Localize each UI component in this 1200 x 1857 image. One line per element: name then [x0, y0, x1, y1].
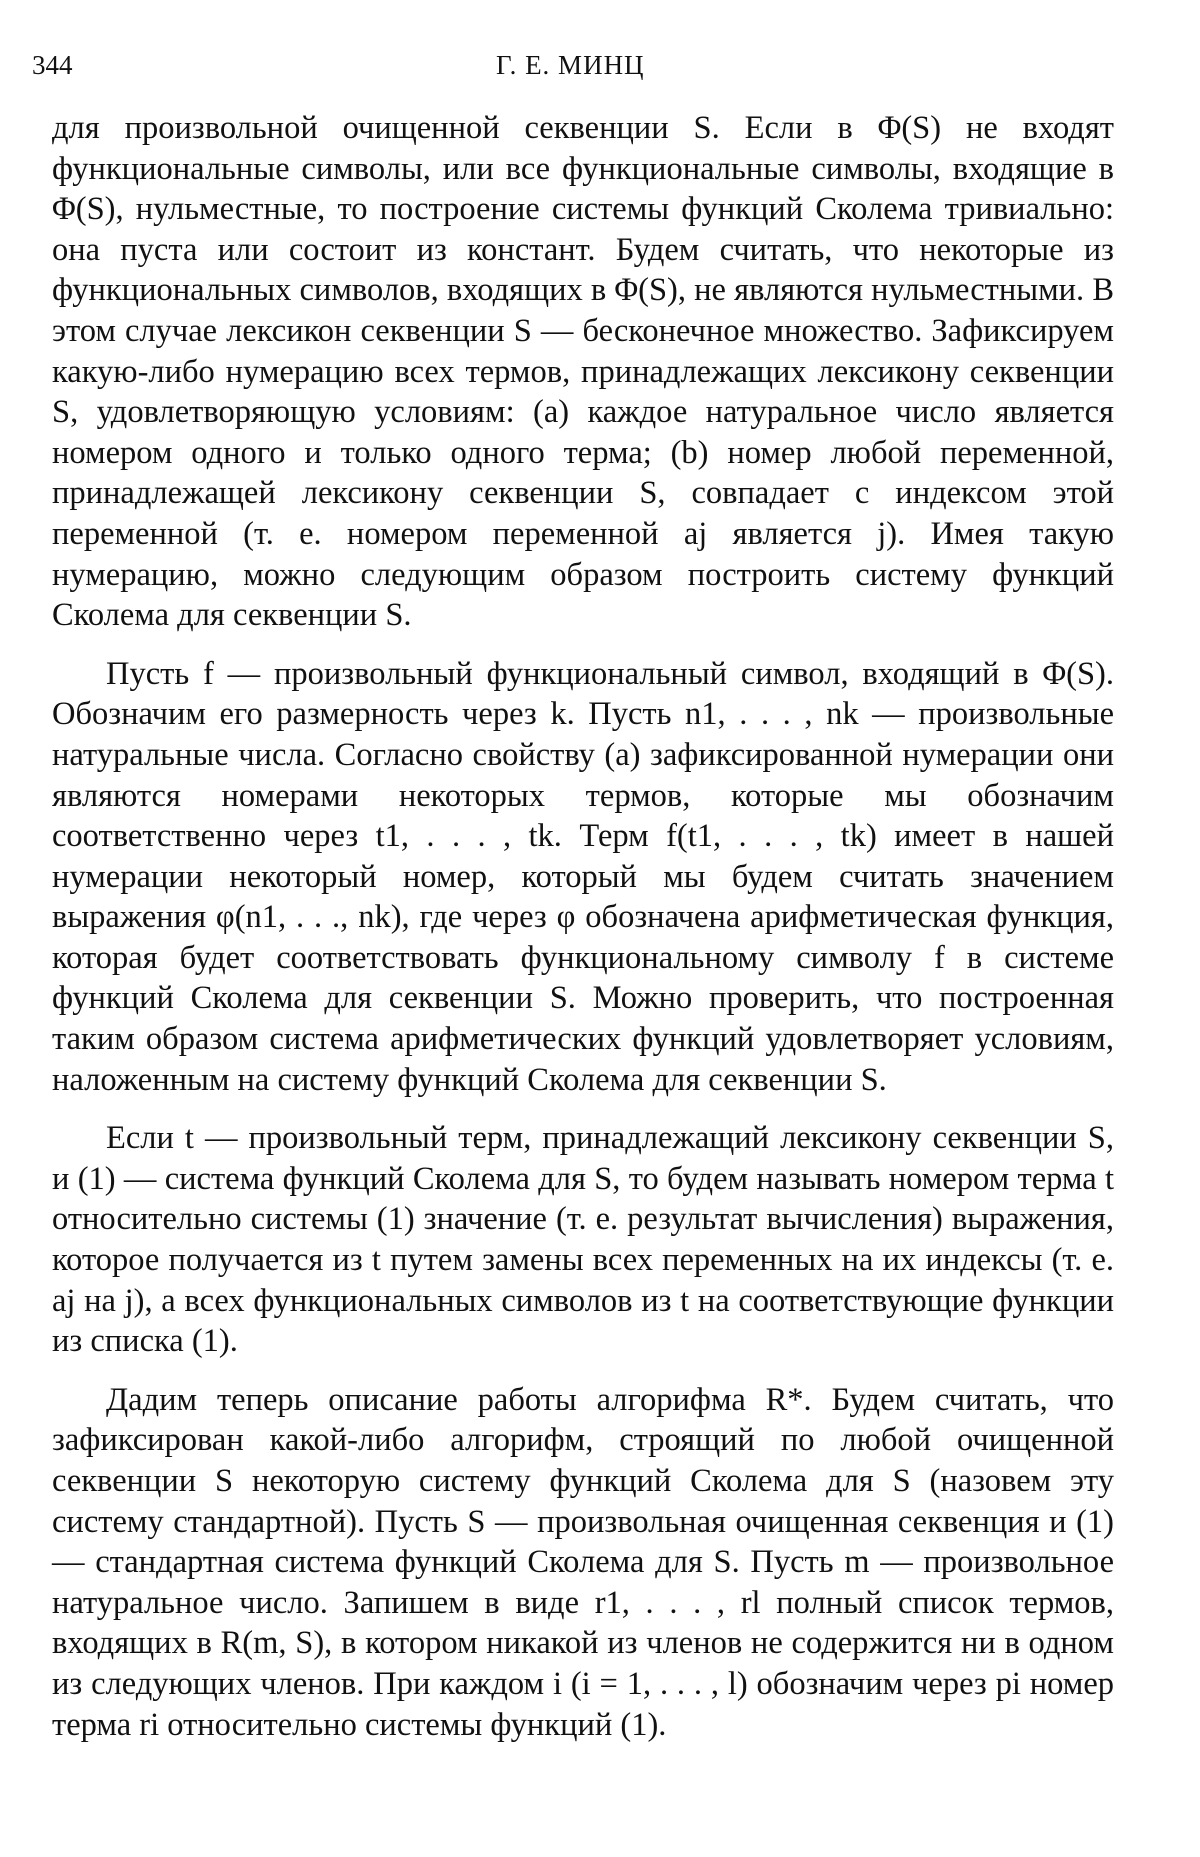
running-head-author: Г. Е. МИНЦ: [496, 50, 645, 80]
page-number: 344: [32, 50, 73, 80]
paragraph-2: Пусть f — произвольный функциональный символ, входящий в Φ(S). Обозначим его размерность через k. Пусть n1, . . . , nk — произвольные натуральные числа. Согласно свойству (a) зафиксированной нумерации они являются номерами некоторых термов, которые мы обозначим соответственно через t1, . . . , tk. Терм f(t1, . . . , tk) имеет в нашей нумерации некоторый номер, который мы будем считать значением выражения φ(n1, . . ., nk), где через φ обозначена арифметическая функция, которая будет соответствовать функциональному символу f в системе функций Сколема для секвенции S. Можно проверить, что построенная таким образом система арифметических функций удовлетворяет условиям, наложенным на систему функций Сколема для секвенции S.: [52, 655, 1114, 1098]
paragraph-1: для произвольной очищенной секвенции S. Если в Φ(S) не входят функциональные символы, или все функциональные символы, входящие в Φ(S), нульместные, то построение системы функций Сколема тривиально: она пуста или состоит из констант. Будем считать, что некоторые из функциональных символов, входящих в Φ(S), не являются нульместными. В этом случае лексикон секвенции S — бесконечное множество. Зафиксируем какую-либо нумерацию всех термов, принадлежащих лексикону секвенции S, удовлетворяющую условиям: (a) каждое натуральное число является номером одного и только одного терма; (b) номер любой переменной, принадлежащей лексикону секвенции S, совпадает с индексом этой переменной (т. е. номером переменной aj является j). Имея такую нумерацию, можно следующим образом построить систему функций Сколема для секвенции S.: [52, 110, 1114, 634]
paragraph-3: Если t — произвольный терм, принадлежащий лексикону секвенции S, и (1) — система функций Сколема для S, то будем называть номером терма t относительно системы (1) значение (т. е. результат вычисления) выражения, которое получается из t путем замены всех переменных на их индексы (т. е. aj на j), а всех функциональных символов из t на соответствующие функции из списка (1).: [52, 1120, 1114, 1360]
page-body: [52, 108, 1114, 1745]
paragraph-4: Дадим теперь описание работы алгорифма R*. Будем считать, что зафиксирован какой-либо алгорифм, строящий по любой очищенной секвенции S некоторую систему функций Сколема для S (назовем эту систему стандартной). Пусть S — произвольная очищенная секвенция и (1) — стандартная система функций Сколема для S. Пусть m — произвольное натуральное число. Запишем в виде r1, . . . , rl полный список термов, входящих в R(m, S), в котором никакой из членов не содержится ни в одном из следующих членов. При каждом i (i = 1, . . . , l) обозначим через pi номер терма ri относительно системы функций (1).: [52, 1381, 1114, 1743]
